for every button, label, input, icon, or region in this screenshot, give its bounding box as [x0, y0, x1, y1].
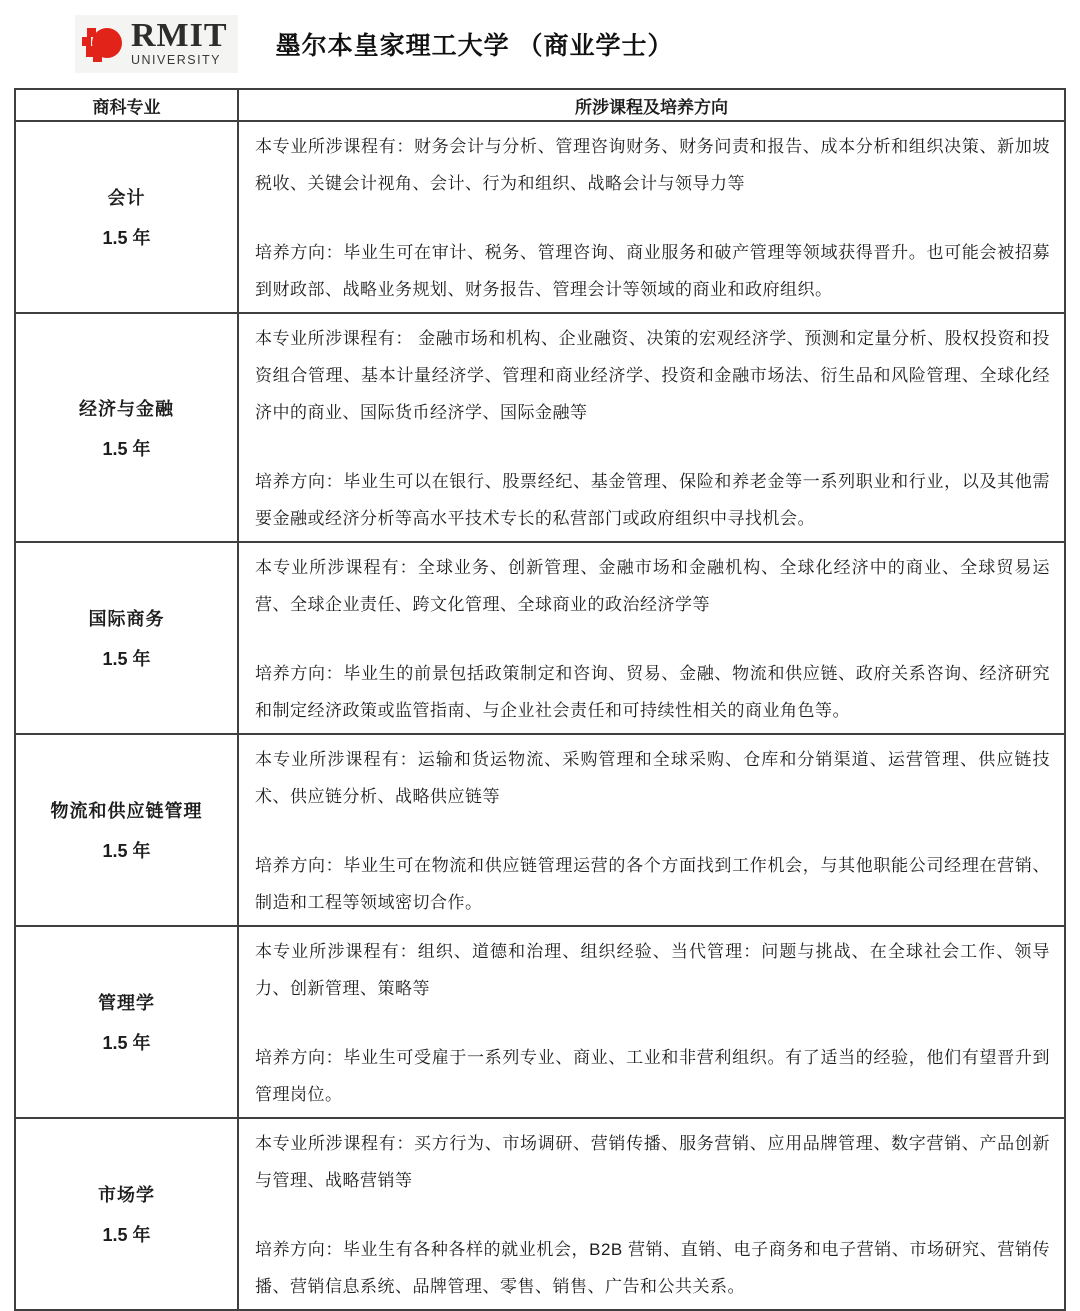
table-row — [15, 926, 1065, 1118]
major-duration: 1.5 年 — [102, 1033, 151, 1053]
programs-table — [14, 88, 1066, 1311]
major-name: 国际商务 — [88, 609, 165, 629]
major-name: 物流和供应链管理 — [50, 801, 203, 821]
major-cell — [15, 926, 238, 1118]
detail-cell — [238, 926, 1065, 1118]
direction-text: 培养方向：毕业生可受雇于一系列专业、商业、工业和非营利组织。有了适当的经验，他们有望晋升到管理岗位。 — [255, 1048, 1050, 1104]
major-name: 管理学 — [98, 993, 155, 1013]
detail-cell — [238, 734, 1065, 926]
detail-cell — [238, 542, 1065, 734]
page-title: 墨尔本皇家理工大学 （商业学士） — [275, 32, 674, 60]
direction-text: 培养方向：毕业生可以在银行、股票经纪、基金管理、保险和养老金等一系列职业和行业，以及其他需要金融或经济分析等高水平技术专长的私营部门或政府组织中寻找机会。 — [255, 472, 1050, 528]
courses-text: 本专业所涉课程有：全球业务、创新管理、金融市场和金融机构、全球化经济中的商业、全球贸易运营、全球企业责任、跨文化管理、全球商业的政治经济学等 — [255, 558, 1050, 614]
courses-text: 本专业所涉课程有：运输和货运物流、采购管理和全球采购、仓库和分销渠道、运营管理、供应链技术、供应链分析、战略供应链等 — [255, 750, 1050, 806]
table-header-row — [15, 89, 1065, 121]
detail-cell — [238, 1118, 1065, 1310]
table-row — [15, 1118, 1065, 1310]
detail-cell — [238, 313, 1065, 542]
major-cell — [15, 542, 238, 734]
major-name: 市场学 — [98, 1185, 155, 1205]
major-cell — [15, 121, 238, 313]
major-cell — [15, 1118, 238, 1310]
rmit-logo-text — [131, 17, 228, 67]
detail-cell — [238, 121, 1065, 313]
direction-text: 培养方向：毕业生可在物流和供应链管理运营的各个方面找到工作机会，与其他职能公司经理在营销、制造和工程等领域密切合作。 — [255, 856, 1050, 912]
rmit-logo-mark-icon — [81, 21, 125, 67]
table-row — [15, 734, 1065, 926]
table-row — [15, 542, 1065, 734]
doc-header — [0, 0, 1080, 88]
major-duration: 1.5 年 — [102, 228, 151, 248]
courses-text: 本专业所涉课程有：组织、道德和治理、组织经验、当代管理：问题与挑战、在全球社会工作、领导力、创新管理、策略等 — [255, 942, 1050, 998]
column-header-details: 所涉课程及培养方向 — [238, 89, 1065, 121]
courses-text: 本专业所涉课程有：买方行为、市场调研、营销传播、服务营销、应用品牌管理、数字营销、产品创新与管理、战略营销等 — [255, 1134, 1050, 1190]
major-cell — [15, 313, 238, 542]
logo-brand-text: RMIT — [131, 17, 228, 54]
table-row — [15, 313, 1065, 542]
column-header-major: 商科专业 — [15, 89, 238, 121]
major-name: 会计 — [107, 188, 146, 208]
major-duration: 1.5 年 — [102, 1225, 151, 1245]
courses-text: 本专业所涉课程有：财务会计与分析、管理咨询财务、财务问责和报告、成本分析和组织决策、新加坡税收、关键会计视角、会计、行为和组织、战略会计与领导力等 — [255, 137, 1050, 193]
direction-text: 培养方向：毕业生可在审计、税务、管理咨询、商业服务和破产管理等领域获得晋升。也可能会被招募到财政部、战略业务规划、财务报告、管理会计等领域的商业和政府组织。 — [255, 243, 1050, 299]
major-name: 经济与金融 — [79, 398, 174, 419]
direction-text: 培养方向：毕业生有各种各样的就业机会，B2B 营销、直销、电子商务和电子营销、市场研究、营销传播、营销信息系统、品牌管理、零售、销售、广告和公共关系。 — [255, 1240, 1050, 1296]
courses-text: 本专业所涉课程有： 金融市场和机构、企业融资、决策的宏观经济学、预测和定量分析、股权投资和投资组合管理、基本计量经济学、管理和商业经济学、投资和金融市场法、衍生品和风险管理、全球化经济中的商业、国际货币经济学、国际金融等 — [255, 329, 1050, 422]
major-duration: 1.5 年 — [102, 649, 151, 669]
direction-text: 培养方向：毕业生的前景包括政策制定和咨询、贸易、金融、物流和供应链、政府关系咨询、经济研究和制定经济政策或监管指南、与企业社会责任和可持续性相关的商业角色等。 — [255, 664, 1050, 720]
major-cell — [15, 734, 238, 926]
major-duration: 1.5 年 — [102, 841, 151, 861]
rmit-logo — [75, 15, 238, 73]
logo-sub-text: UNIVERSITY — [131, 53, 222, 67]
table-row — [15, 121, 1065, 313]
major-duration: 1.5 年 — [102, 438, 151, 459]
